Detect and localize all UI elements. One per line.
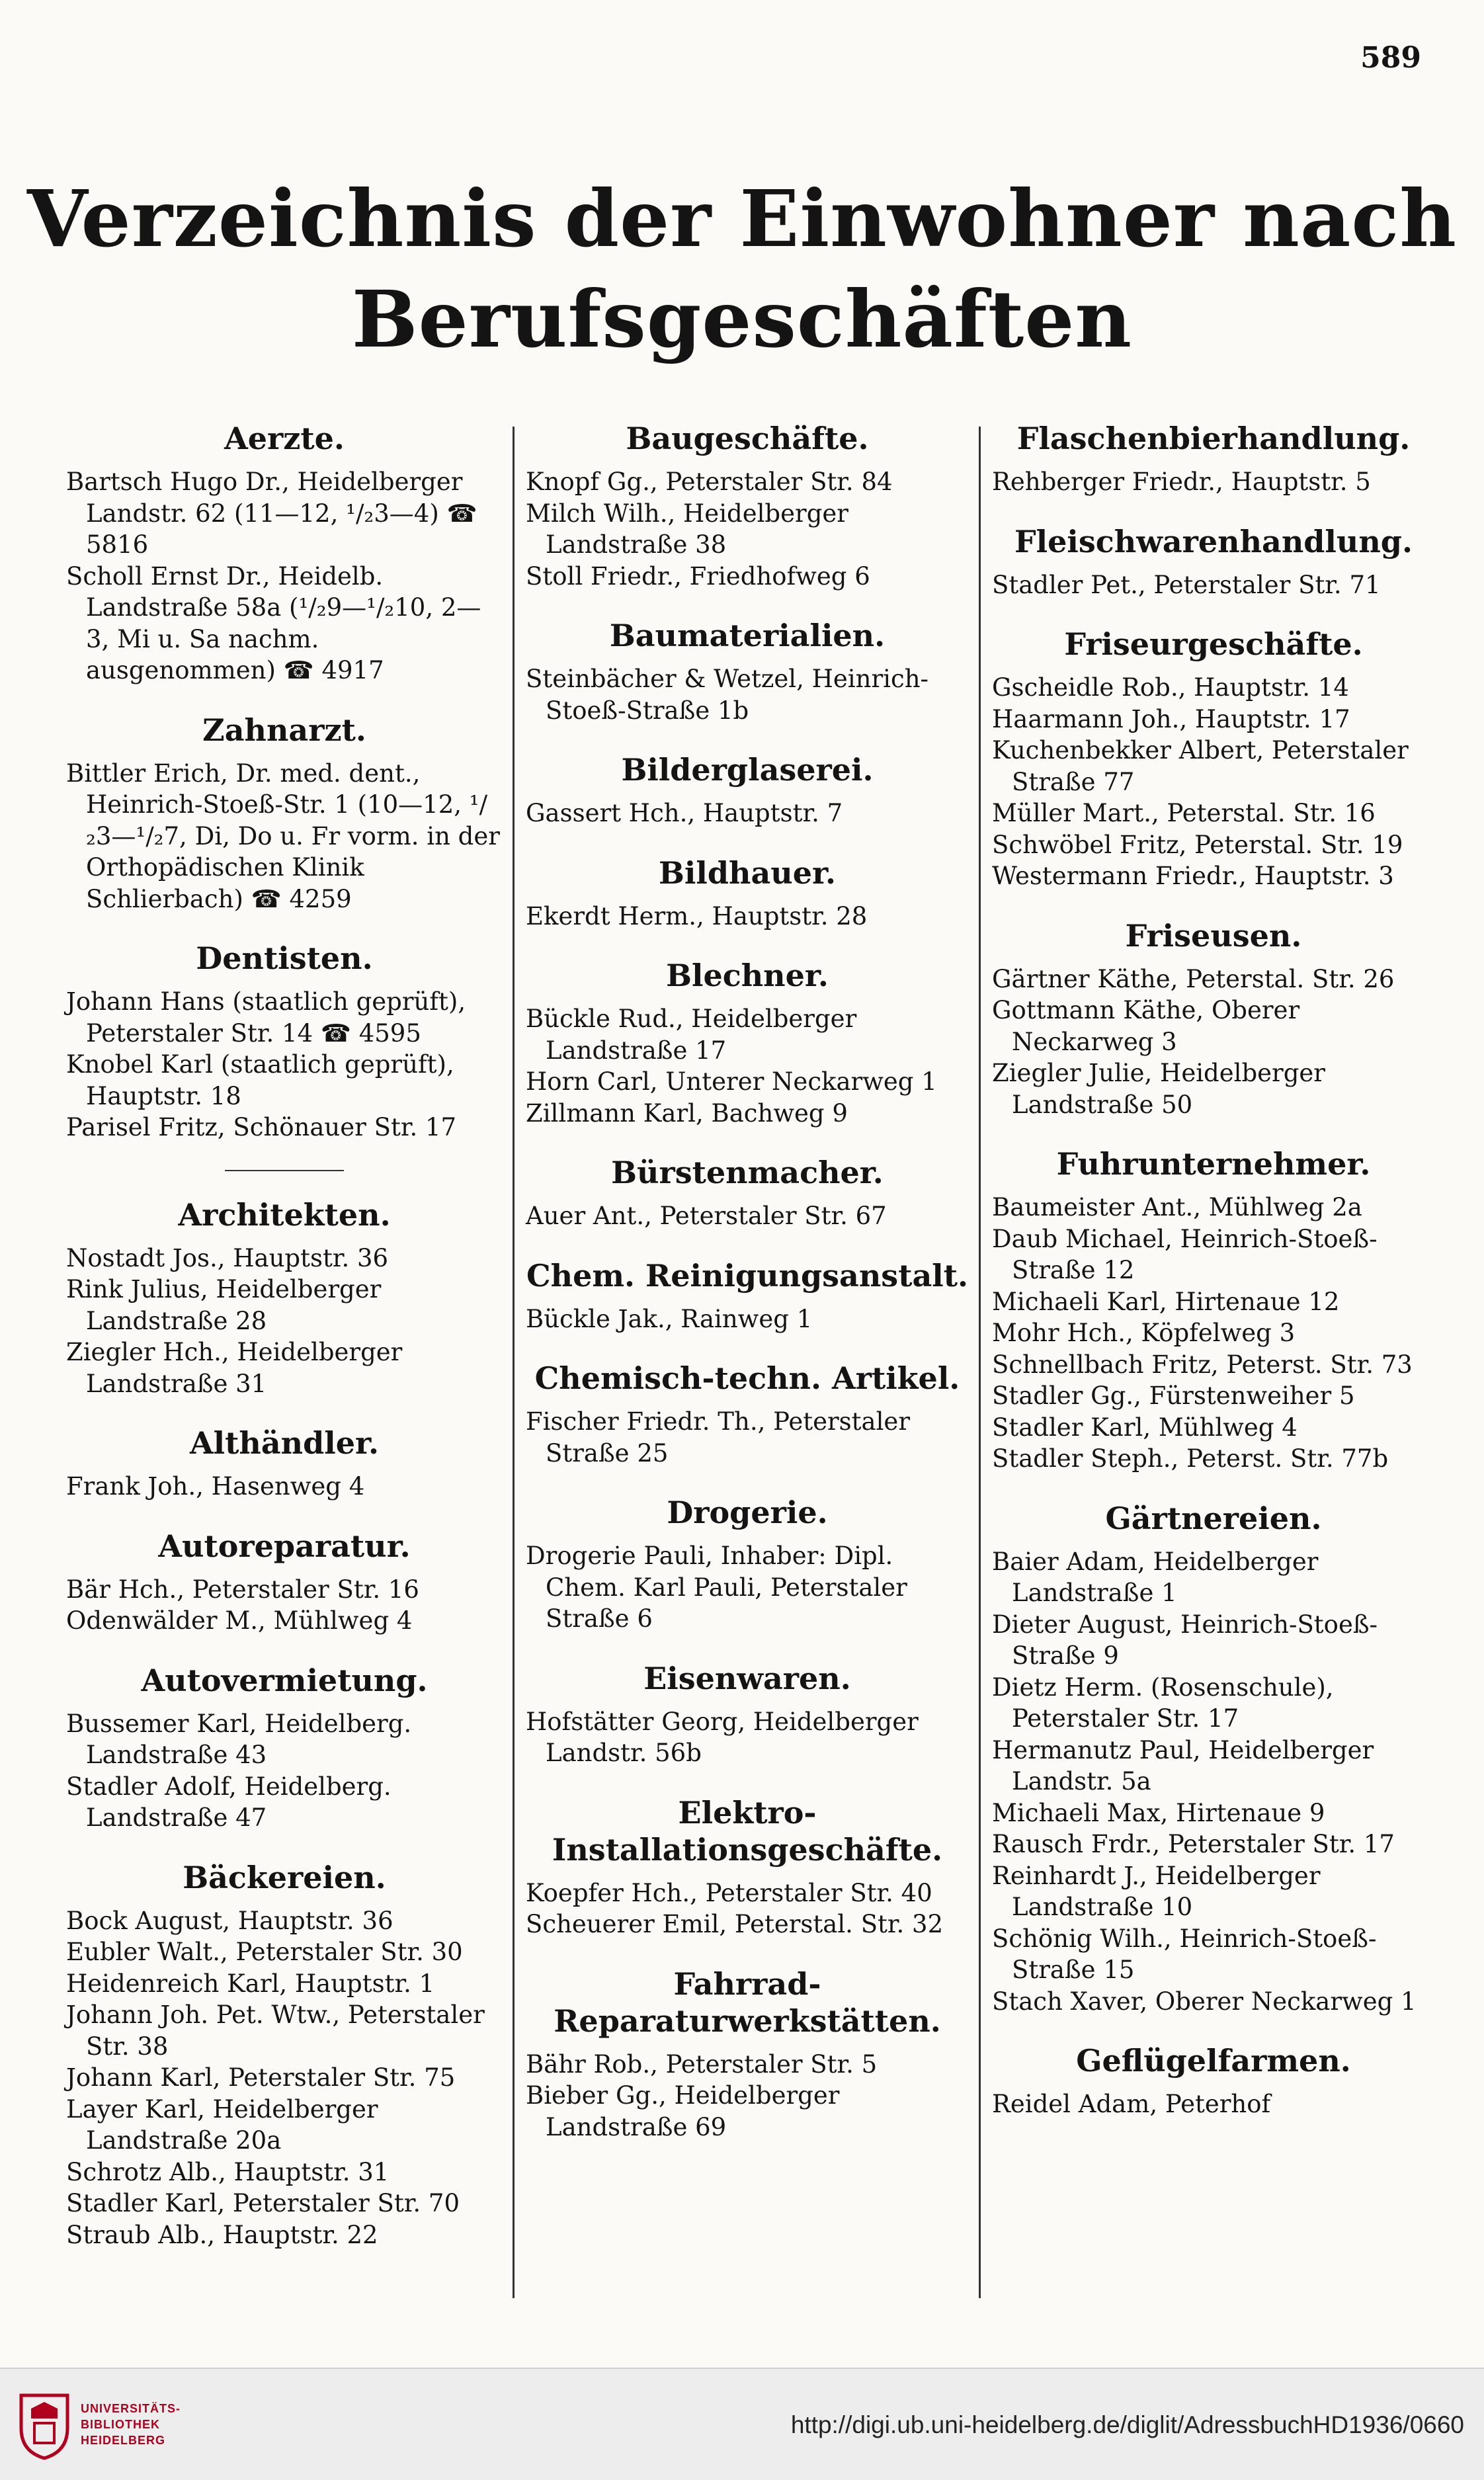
- library-name-line-2: BIBLIOTHEK: [81, 2418, 160, 2431]
- directory-entry: Heidenreich Karl, Hauptstr. 1: [66, 1969, 435, 1998]
- section-heading: Eisenwaren.: [643, 1660, 851, 1696]
- library-name-line-3: HEIDELBERG: [81, 2434, 166, 2447]
- directory-entry: Layer Karl, Heidelberger Landstraße 20a: [66, 2094, 378, 2155]
- section-heading: Dentisten.: [196, 940, 373, 976]
- directory-entry: Stadler Adolf, Heidelberg. Landstraße 47: [66, 1772, 392, 1832]
- directory-section: [526, 1257, 969, 1335]
- section-heading: Elektro-Installationsgeschäfte.: [552, 1794, 943, 1868]
- directory-entry: Baumeister Ant., Mühlweg 2a: [992, 1193, 1362, 1221]
- section-heading: Drogerie.: [667, 1495, 828, 1530]
- column-3: [992, 413, 1435, 2120]
- directory-entry: Schnellbach Fritz, Peterst. Str. 73: [992, 1350, 1413, 1379]
- page-title: [0, 169, 1484, 370]
- page-title-line-2: Berufsgeschäften: [351, 273, 1133, 365]
- directory-section: [526, 420, 969, 592]
- directory-entry: Haarmann Joh., Hauptstr. 17: [992, 704, 1350, 733]
- directory-section: [992, 626, 1435, 892]
- section-heading: Althändler.: [189, 1425, 380, 1461]
- directory-section: [526, 751, 969, 829]
- directory-entry: Eubler Walt., Peterstaler Str. 30: [66, 1938, 463, 1966]
- directory-entry: Zillmann Karl, Bachweg 9: [526, 1098, 848, 1128]
- directory-entry: Gassert Hch., Hauptstr. 7: [526, 799, 843, 827]
- directory-entry: Reidel Adam, Peterhof: [992, 2090, 1271, 2118]
- section-heading: Fuhrunternehmer.: [1056, 1146, 1371, 1182]
- directory-entry: Johann Joh. Pet. Wtw., Peterstaler Str. 38: [66, 2001, 485, 2061]
- directory-entry: Gottmann Käthe, Oberer Neckarweg 3: [992, 996, 1300, 1056]
- directory-entry: Scheuerer Emil, Peterstal. Str. 32: [526, 1910, 944, 1938]
- directory-entry: Gärtner Käthe, Peterstal. Str. 26: [992, 964, 1395, 993]
- directory-section: [66, 712, 503, 915]
- directory-section: [992, 917, 1435, 1121]
- directory-entry: Frank Joh., Hasenweg 4: [66, 1472, 365, 1501]
- section-heading: Baumaterialien.: [609, 618, 886, 653]
- section-heading: Aerzte.: [224, 421, 345, 456]
- directory-entry: Knobel Karl (staatlich geprüft), Hauptstr. 18: [66, 1050, 454, 1110]
- directory-entry: Bieber Gg., Heidelberger Landstraße 69: [526, 2081, 840, 2141]
- directory-section: [66, 1425, 503, 1503]
- directory-entry: Michaeli Karl, Hirtenaue 12: [992, 1287, 1340, 1316]
- directory-section: [992, 2042, 1435, 2120]
- directory-section: [66, 420, 503, 686]
- directory-entry: Rausch Frdr., Peterstaler Str. 17: [992, 1830, 1395, 1858]
- section-heading: Chem. Reinigungsanstalt.: [526, 1257, 968, 1294]
- directory-section: [66, 1528, 503, 1637]
- section-heading: Autovermietung.: [141, 1662, 428, 1698]
- library-name: [81, 2401, 181, 2448]
- directory-entry: Fischer Friedr. Th., Peterstaler Straße 25: [526, 1407, 911, 1467]
- directory-columns: [66, 413, 1435, 2318]
- directory-entry: Drogerie Pauli, Inhaber: Dipl. Chem. Karl Pauli, Peterstaler Straße 6: [526, 1542, 907, 1633]
- directory-section: [66, 940, 503, 1171]
- section-heading: Zahnarzt.: [202, 712, 366, 748]
- directory-entry: Stadler Gg., Fürstenweiher 5: [992, 1382, 1355, 1410]
- directory-entry: Bär Hch., Peterstaler Str. 16: [66, 1575, 419, 1604]
- directory-section: [526, 957, 969, 1129]
- directory-entry: Ekerdt Herm., Hauptstr. 28: [526, 901, 868, 930]
- section-heading: Bildhauer.: [659, 854, 836, 891]
- directory-entry: Stach Xaver, Oberer Neckarweg 1: [992, 1987, 1417, 2016]
- directory-entry: Reinhardt J., Heidelberger Landstraße 10: [992, 1861, 1321, 1921]
- directory-entry: Auer Ant., Peterstaler Str. 67: [526, 1202, 887, 1230]
- section-heading: Blechner.: [666, 958, 829, 993]
- directory-entry: Stadler Karl, Peterstaler Str. 70: [66, 2189, 460, 2217]
- directory-entry: Schönig Wilh., Heinrich-Stoeß-Straße 15: [992, 1924, 1377, 1984]
- section-heading: Autoreparatur.: [158, 1528, 411, 1564]
- directory-section: [992, 1145, 1435, 1475]
- section-heading: Fleischwarenhandlung.: [1014, 523, 1413, 559]
- section-heading: Chemisch-techn. Artikel.: [534, 1360, 960, 1396]
- column-2: [526, 413, 969, 2143]
- section-heading: Baugeschäfte.: [626, 421, 869, 456]
- library-logo[interactable]: [15, 2383, 213, 2465]
- column-divider: [513, 427, 515, 2298]
- library-footer: [0, 2368, 1484, 2480]
- directory-entry: Parisel Fritz, Schönauer Str. 17: [66, 1113, 457, 1141]
- directory-section: [66, 1662, 503, 1834]
- directory-entry: Dieter August, Heinrich-Stoeß-Straße 9: [992, 1610, 1378, 1670]
- directory-entry: Bussemer Karl, Heidelberg. Landstraße 43: [66, 1709, 412, 1769]
- section-heading: Fahrrad-Reparaturwerkstätten.: [554, 1965, 941, 2039]
- directory-entry: Westermann Friedr., Hauptstr. 3: [992, 862, 1394, 890]
- directory-section: [526, 617, 969, 726]
- page-title-line-1: Verzeichnis der Einwohner nach: [26, 173, 1458, 265]
- directory-entry: Schwöbel Fritz, Peterstal. Str. 19: [992, 830, 1403, 859]
- directory-entry: Mohr Hch., Köpfelweg 3: [992, 1319, 1296, 1347]
- directory-entry: Steinbächer & Wetzel, Heinrich-Stoeß-Straße 1b: [526, 665, 929, 725]
- directory-entry: Daub Michael, Heinrich-Stoeß-Straße 12: [992, 1224, 1378, 1284]
- directory-entry: Kuchenbekker Albert, Peterstaler Straße 77: [992, 736, 1409, 796]
- directory-section: [992, 1500, 1435, 2018]
- section-heading: Flaschenbierhandlung.: [1016, 421, 1411, 456]
- directory-entry: Stadler Pet., Peterstaler Str. 71: [992, 570, 1381, 599]
- library-name-line-1: UNIVERSITÄTS-: [81, 2402, 181, 2415]
- directory-section: [526, 1154, 969, 1232]
- section-heading: Friseurgeschäfte.: [1064, 626, 1363, 662]
- directory-entry: Johann Karl, Peterstaler Str. 75: [66, 2063, 456, 2092]
- directory-entry: Nostadt Jos., Hauptstr. 36: [66, 1243, 389, 1272]
- directory-entry: Koepfer Hch., Peterstaler Str. 40: [526, 1878, 932, 1907]
- directory-entry: Bittler Erich, Dr. med. dent., Heinrich-Stoeß-Str. 1 (10—12, ¹/₂3—¹/₂7, Di, Do u. Fr vorm. in der Orthopädischen Klinik Schlierbach) ☎ 4259: [66, 759, 500, 913]
- section-heading: Geflügelfarmen.: [1076, 2043, 1351, 2079]
- section-heading: Bilderglaserei.: [621, 752, 874, 788]
- section-heading: Gärtnereien.: [1105, 1500, 1322, 1536]
- directory-entry: Straub Alb., Hauptstr. 22: [66, 2220, 378, 2249]
- section-heading: Bürstenmacher.: [611, 1155, 884, 1190]
- directory-entry: Scholl Ernst Dr., Heidelb. Landstraße 58a (¹/₂9—¹/₂10, 2—3, Mi u. Sa nachm. ausgenommen) ☎ 4917: [66, 561, 481, 684]
- directory-section: [526, 1360, 969, 1469]
- source-url-link[interactable]: http://digi.ub.uni-heidelberg.de/diglit/AdressbuchHD1936/0660: [790, 2411, 1464, 2438]
- directory-entry: Schrotz Alb., Hauptstr. 31: [66, 2157, 390, 2186]
- directory-entry: Rehberger Friedr., Hauptstr. 5: [992, 468, 1371, 496]
- directory-section: [992, 420, 1435, 498]
- directory-entry: Bückle Jak., Rainweg 1: [526, 1304, 813, 1333]
- directory-section: [66, 1859, 503, 2251]
- directory-section: [992, 523, 1435, 601]
- directory-section: [66, 1196, 503, 1400]
- directory-entry: Bock August, Hauptstr. 36: [66, 1906, 393, 1935]
- directory-entry: Michaeli Max, Hirtenaue 9: [992, 1798, 1325, 1827]
- page-number: 589: [1360, 41, 1421, 75]
- directory-section: [526, 854, 969, 932]
- directory-entry: Dietz Herm. (Rosenschule), Peterstaler Str. 17: [992, 1673, 1334, 1733]
- directory-entry: Ziegler Julie, Heidelberger Landstraße 50: [992, 1059, 1325, 1119]
- directory-entry: Stadler Karl, Mühlweg 4: [992, 1413, 1298, 1442]
- directory-entry: Odenwälder M., Mühlweg 4: [66, 1606, 413, 1635]
- library-seal-icon: [15, 2389, 74, 2461]
- section-heading: Bäckereien.: [183, 1859, 386, 1895]
- directory-section: [526, 1794, 969, 1940]
- directory-entry: Milch Wilh., Heidelberger Landstraße 38: [526, 499, 848, 559]
- directory-section: [526, 1660, 969, 1769]
- directory-entry: Ziegler Hch., Heidelberger Landstraße 31: [66, 1338, 403, 1398]
- column-1: [66, 413, 503, 2251]
- section-heading: Friseusen.: [1125, 917, 1302, 954]
- directory-entry: Rink Julius, Heidelberger Landstraße 28: [66, 1275, 382, 1335]
- directory-entry: Hermanutz Paul, Heidelberger Landstr. 5a: [992, 1735, 1374, 1796]
- directory-entry: Hofstätter Georg, Heidelberger Landstr. 56b: [526, 1707, 919, 1767]
- directory-entry: Knopf Gg., Peterstaler Str. 84: [526, 468, 893, 496]
- directory-entry: Johann Hans (staatlich geprüft), Peterstaler Str. 14 ☎ 4595: [66, 987, 466, 1048]
- directory-section: [526, 1494, 969, 1635]
- section-heading: Architekten.: [178, 1196, 391, 1233]
- directory-entry: Stoll Friedr., Friedhofweg 6: [526, 561, 870, 591]
- directory-entry: Müller Mart., Peterstal. Str. 16: [992, 799, 1376, 827]
- directory-entry: Baier Adam, Heidelberger Landstraße 1: [992, 1547, 1319, 1607]
- directory-entry: Bückle Rud., Heidelberger Landstraße 17: [526, 1005, 857, 1065]
- section-separator: [225, 1170, 344, 1171]
- column-divider: [979, 427, 981, 2298]
- directory-entry: Stadler Steph., Peterst. Str. 77b: [992, 1444, 1389, 1473]
- directory-entry: Horn Carl, Unterer Neckarweg 1: [526, 1067, 937, 1096]
- directory-section: [526, 1965, 969, 2143]
- directory-entry: Bähr Rob., Peterstaler Str. 5: [526, 2049, 878, 2079]
- directory-entry: Gscheidle Rob., Hauptstr. 14: [992, 673, 1349, 702]
- directory-entry: Bartsch Hugo Dr., Heidelberger Landstr. 62 (11—12, ¹/₂3—4) ☎ 5816: [66, 468, 477, 559]
